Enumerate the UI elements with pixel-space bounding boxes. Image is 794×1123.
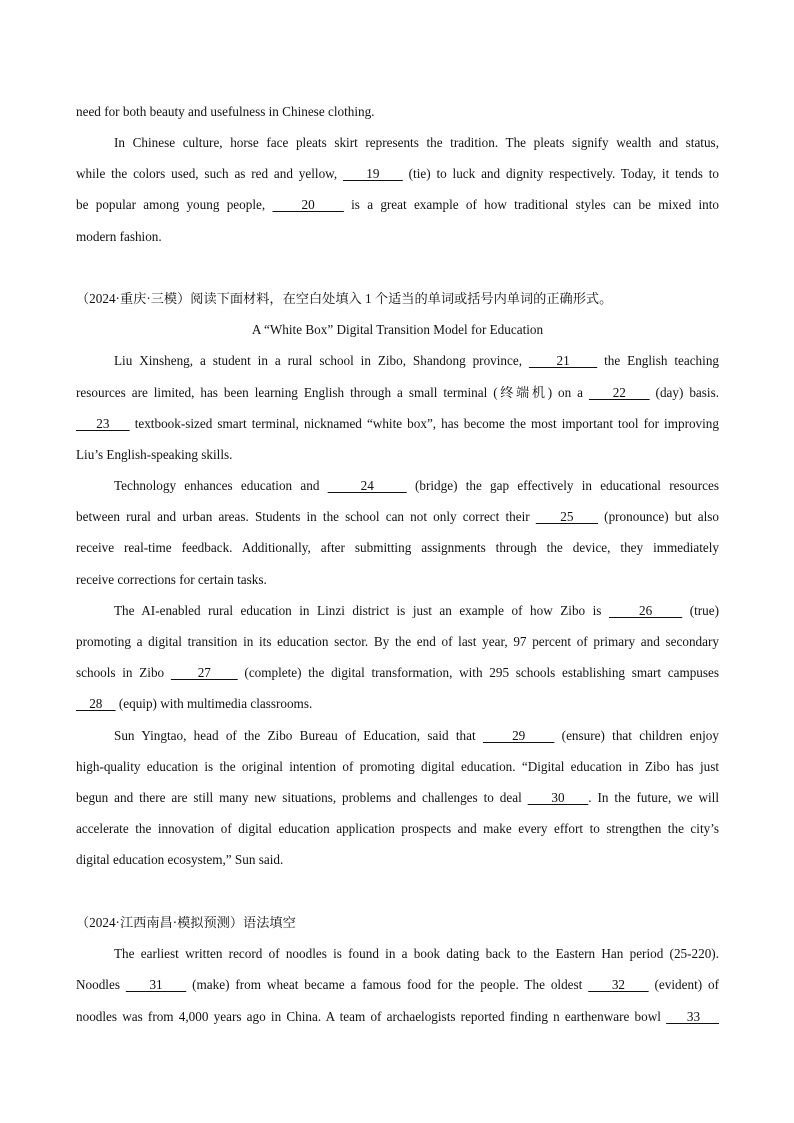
answer-blank-23: 23 xyxy=(76,416,130,431)
passage-line: promoting a digital transition in its education sector. By the end of last year, 97 percent of primary and secondary xyxy=(76,634,719,649)
answer-blank-24: 24 xyxy=(327,478,407,493)
passage-line: receive real-time feedback. Additionally, after submitting assignments through the device, they immediately xyxy=(76,540,719,555)
passage-line: In Chinese culture, horse face pleats skirt represents the tradition. The pleats signify wealth and status, xyxy=(114,135,719,150)
answer-blank-20: 20 xyxy=(272,197,344,212)
answer-blank-22: 22 xyxy=(588,385,650,400)
article-title: A “White Box” Digital Transition Model for Education xyxy=(251,322,544,337)
answer-blank-31: 31 xyxy=(125,977,187,992)
passage-line: Sun Yingtao, head of the Zibo Bureau of Education, said that 29 (ensure) that children enjoy xyxy=(114,728,719,743)
passage-line: accelerate the innovation of digital education application prospects and make every effort to strengthen the city’s xyxy=(76,821,719,836)
passage-line: The earliest written record of noodles is found in a book dating back to the Eastern Han period (25-220). xyxy=(114,946,719,961)
answer-blank-21: 21 xyxy=(528,353,598,368)
answer-blank-25: 25 xyxy=(535,509,599,524)
passage-line: 23 textbook-sized smart terminal, nicknamed “white box”, has become the most important tool for improving xyxy=(76,416,719,431)
passage-line: 28 (equip) with multimedia classrooms. xyxy=(76,696,313,711)
passage-line: begun and there are still many new situations, problems and challenges to deal 30 . In the future, we will xyxy=(76,790,720,805)
passage-line: need for both beauty and usefulness in Chinese clothing. xyxy=(76,104,375,119)
passage-line: high-quality education is the original intention of promoting digital education. “Digital education in Zibo has just xyxy=(76,759,719,774)
passage-line: digital education ecosystem,” Sun said. xyxy=(76,852,284,867)
passage-line: schools in Zibo 27 (complete) the digital transformation, with 295 schools establishing smart campuses xyxy=(76,665,720,680)
passage-line: Liu’s English-speaking skills. xyxy=(76,447,233,462)
passage-line: while the colors used, such as red and yellow, 19 (tie) to luck and dignity respectively. Today, it tends to xyxy=(76,166,720,181)
answer-blank-19: 19 xyxy=(342,166,403,181)
passage-line: Technology enhances education and 24 (bridge) the gap effectively in educational resources xyxy=(114,478,720,493)
passage-line: Noodles 31 (make) from wheat became a famous food for the people. The oldest 32 (evident) of xyxy=(76,977,720,992)
passage-line: The AI-enabled rural education in Linzi district is just an example of how Zibo is 26 (true) xyxy=(114,603,719,618)
answer-blank-26: 26 xyxy=(608,603,683,618)
section-heading: （2024·江西南昌·模拟预测）语法填空 xyxy=(76,915,296,930)
section-heading: （2024·重庆·三模）阅读下面材料，在空白处填入 1 个适当的单词或括号内单词的正确形式。 xyxy=(76,291,613,306)
passage-line: noodles was from 4,000 years ago in China. A team of archaelogists reported finding n earthenware bowl 33 xyxy=(76,1009,720,1024)
passage-line: modern fashion. xyxy=(76,229,162,244)
answer-blank-30: 30 xyxy=(527,790,589,805)
answer-blank-27: 27 xyxy=(170,665,238,680)
passage-line: receive corrections for certain tasks. xyxy=(76,572,267,587)
passage-line: be popular among young people, 20 is a great example of how traditional styles can be mixed into xyxy=(76,197,719,212)
answer-blank-28: 28 xyxy=(76,696,116,711)
passage-line: resources are limited, has been learning English through a small terminal (终端机) on a 22 (day) basis. xyxy=(76,385,719,400)
answer-blank-32: 32 xyxy=(588,977,649,992)
passage-line: Liu Xinsheng, a student in a rural school in Zibo, Shandong province, 21 the English teaching xyxy=(114,353,720,368)
answer-blank-29: 29 xyxy=(482,728,555,743)
passage-line: between rural and urban areas. Students in the school can not only correct their 25 (pronounce) but also xyxy=(76,509,719,524)
answer-blank-33: 33 xyxy=(666,1009,720,1024)
